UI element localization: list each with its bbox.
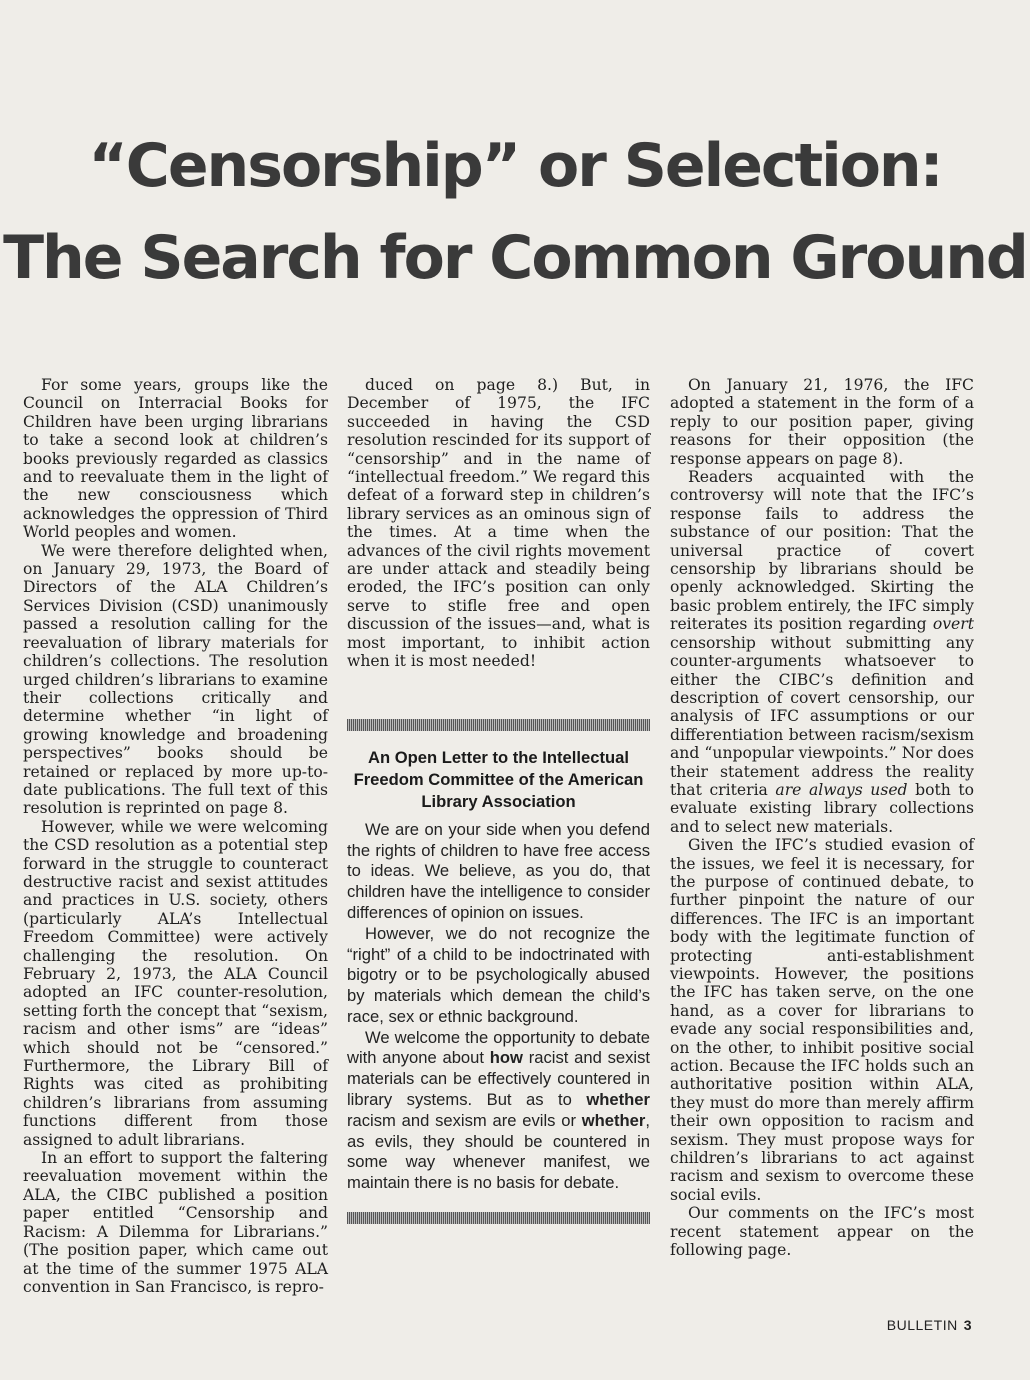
paragraph: On January 21, 1976, the IFC adopted a statement in the form of a reply to our position paper, giving reasons for their opposition (the response appears on page 8). — [670, 376, 974, 468]
paragraph: Readers acquainted with the controversy will note that the IFC’s response fails to address the substance of our position: That the universal practice of covert censorship by librarians should be openly acknowledged. Skirting the basic problem entirely, the IFC simply reiterates its position regarding overt censorship without submitting any counter-arguments whatsoever to either the CIBC’s definition and description of covert censorship, our analysis of IFC assumptions or our differentiation between racism/sexism and “unpopular viewpoints.” Nor does their statement address the reality that criteria are always used both to evaluate existing library collections and to select new materials. — [670, 468, 974, 836]
paragraph: However, while we were welcoming the CSD resolution as a potential step forward in the struggle to counteract destructive racist and sexist attitudes and practices in U.S. society, others (particularly ALA’s Intellectual Freedom Committee) were actively challenging the resolution. On February 2, 1973, the ALA Council adopted an IFC counter-resolution, setting forth the concept that “sexism, racism and other isms” are “ideas” which should not be “censored.” Furthermore, the Library Bill of Rights was cited as prohibiting children’s librarians from assuming functions different from those assigned to adult librarians. — [23, 817, 328, 1149]
letter-bottom-rule — [347, 1212, 650, 1224]
letter-paragraph: We are on your side when you defend the rights of children to have free access to ideas. We believe, as you do, that children have the intelligence to consider differences of opinion on issues. — [347, 819, 650, 922]
paragraph: In an effort to support the faltering reevaluation movement within the ALA, the CIBC published a position paper entitled “Censorship and Racism: A Dilemma for Librarians.” (The position paper, which came out at the time of the summer 1975 ALA convention in San Francisco, is repro- — [23, 1149, 328, 1296]
column-left — [23, 376, 328, 1296]
page-title — [0, 120, 1030, 304]
paragraph: duced on page 8.) But, in December of 1975, the IFC succeeded in having the CSD resolution rescinded for its support of “censorship” and in the name of “intellectual freedom.” We regard this defeat of a forward step in children’s library services as an ominous sign of the times. At a time when the advances of the civil rights movement are under attack and steadily being eroded, the IFC’s position can only serve to stifle free and open discussion of the issues—and, what is most important, to inhibit action when it is most needed! — [347, 376, 650, 671]
column-middle — [347, 376, 650, 1224]
letter-paragraph: However, we do not recognize the “right” of a child to be indoctrinated with bigotry or to be psychologically abused by materials which demean the child’s race, sex or ethnic background. — [347, 923, 650, 1026]
open-letter-box — [347, 747, 650, 1195]
page-number: 3 — [963, 1317, 972, 1333]
paragraph: We were therefore delighted when, on January 29, 1973, the Board of Directors of the ALA Children’s Services Division (CSD) unanimously passed a resolution calling for the reevaluation of library materials for children’s collections. The resolution urged children’s librarians to examine their collections critically and determine whether “in light of growing knowledge and broadening perspectives” books should be retained or replaced by more up-to-date publications. The full text of this resolution is reprinted on page 8. — [23, 541, 328, 818]
paragraph: Given the IFC’s studied evasion of the issues, we feel it is necessary, for the purpose of continued debate, to further pinpoint the nature of our differences. The IFC is an important body with the legitimate function of protecting anti-establishment viewpoints. However, the positions the IFC has taken serve, on the one hand, as a cover for librarians to evade any social responsibilities and, on the other, to inhibit positive social action. Because the IFC holds such an authoritative position within ALA, they must do more than merely affirm their own opposition to racism and sexism. They must propose ways for children’s librarians to act against racism and sexism to overcome these social evils. — [670, 836, 974, 1204]
title-line-2: The Search for Common Ground — [3, 223, 1027, 293]
bulletin-label: BULLETIN — [886, 1317, 958, 1333]
open-letter-title: An Open Letter to the Intellectual Freedom Committee of the American Library Association — [353, 747, 644, 812]
title-line-1: “Censorship” or Selection: — [88, 131, 942, 201]
paragraph: For some years, groups like the Council on Interracial Books for Children have been urging librarians to take a second look at children’s books previously regarded as classics and to reevaluate them in the light of the new consciousness which acknowledges the oppression of Third World peoples and women. — [23, 376, 328, 542]
column-right — [670, 376, 974, 1260]
letter-paragraph: We welcome the opportunity to debate with anyone about how racist and sexist materials can be effectively countered in library systems. But as to whether racism and sexism are evils or whether, as evils, they should be countered in some way whenever manifest, we maintain there is no basis for debate. — [347, 1027, 651, 1193]
paragraph: Our comments on the IFC’s most recent statement appear on the following page. — [670, 1204, 974, 1260]
letter-top-rule — [347, 719, 650, 731]
page-footer — [887, 1317, 972, 1333]
